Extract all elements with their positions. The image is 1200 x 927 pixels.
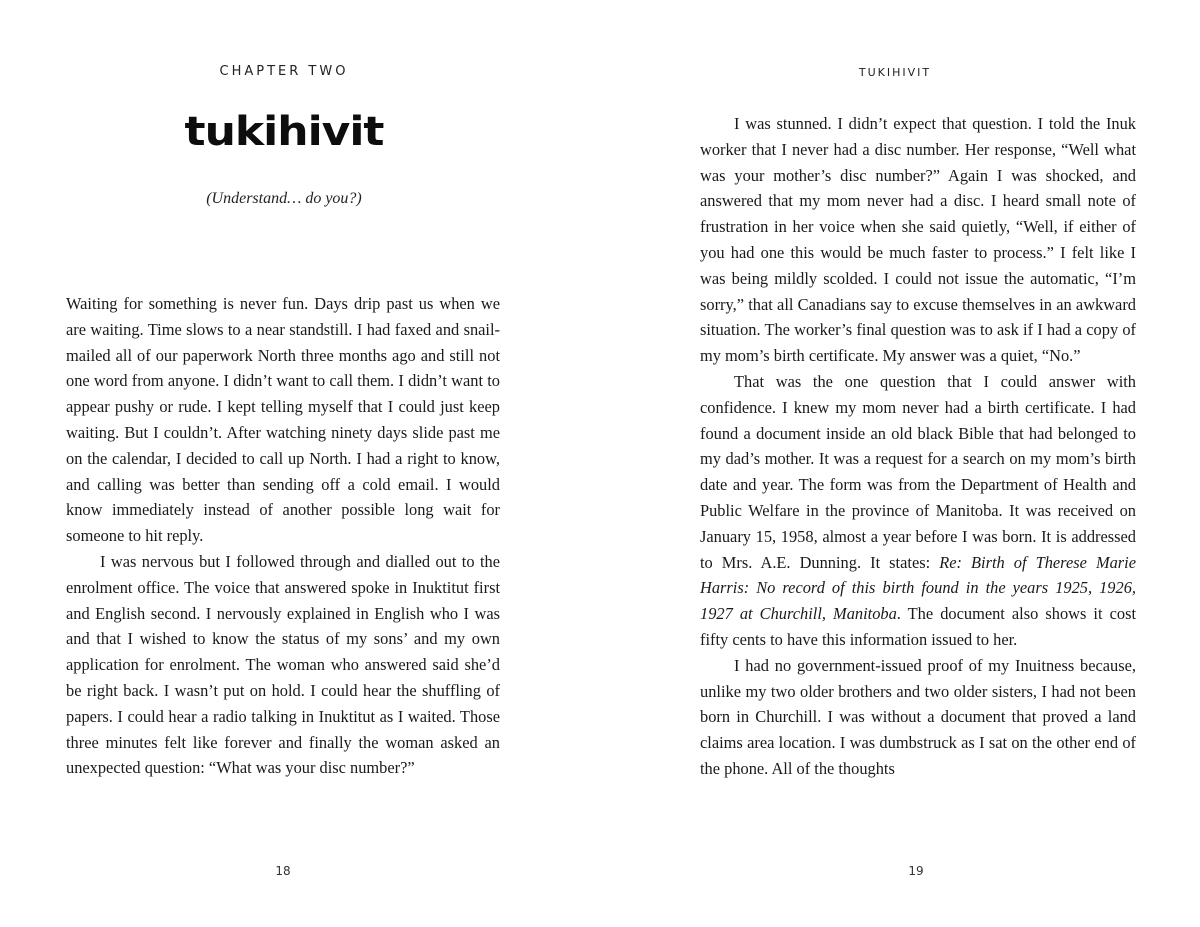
quoted-record: Re: Birth of Therese Marie Harris: No record of this birth found in the years 1925, 1926, 1927 at Churchill, Manitoba xyxy=(700,552,1136,624)
right-page-body xyxy=(700,111,1136,782)
left-page-body xyxy=(66,291,500,781)
paragraph: I was nervous but I followed through and dialled out to the enrolment office. The voice that answered spoke in Inuktitut first and English second. I nervously explained in English who I was and that I wished to know the status of my sons’ and my own application for enrolment. The woman who answered said she’d be right back. I wasn’t put on hold. I could hear the shuffling of papers. I could hear a radio talking in Inuktitut as I waited. Those three minutes felt like forever and finally the woman asked an unexpected question: “What was your disc number?” xyxy=(66,551,500,778)
left-page xyxy=(0,0,590,927)
running-head: TUKIHIVIT xyxy=(858,66,932,79)
paragraph: Waiting for something is never fun. Days drip past us when we are waiting. Time slows to a near standstill. I had faxed and snail-mailed all of our paperwork North three months ago and still not one word from anyone. I didn’t want to call them. I didn’t want to appear pushy or rude. I kept telling myself that I could just keep waiting. But I couldn’t. After watching ninety days slide past me on the calendar, I decided to call up North. I had a right to know, and calling was better than sending off a cold email. I would know immediately instead of another possible long wait for someone to hit reply. xyxy=(66,294,500,546)
paragraph-text: . The document also shows it cost fifty cents to have this information issued to her. xyxy=(700,604,1137,649)
paragraph: I had no government-issued proof of my Inuitness because, unlike my two older brothers and two older sisters, I had not been born in Churchill. I was without a document that proved a land claims area location. I was dumbstruck as I sat on the other end of the phone. All of the thoughts xyxy=(700,655,1136,778)
chapter-subtitle: (Understand… do you?) xyxy=(206,190,362,207)
paragraph-text: That was the one question that I could answer with confidence. I knew my mom never had a birth certificate. I had found a document inside an old black Bible that had belonged to my dad’s mother. It was a request for a search on my mom’s birth date and year. The form was from the Department of Health and Public Welfare in the province of Manitoba. It was received on January 15, 1958, almost a year before I was born. It is addressed to Mrs. A.E. Dunning. It states: xyxy=(700,371,1136,572)
page-number-left: 18 xyxy=(275,864,291,878)
right-page xyxy=(590,0,1200,927)
chapter-label: CHAPTER TWO xyxy=(219,64,349,79)
paragraph xyxy=(700,369,1136,653)
page-number-right: 19 xyxy=(908,864,924,878)
chapter-title: tukihivit xyxy=(184,108,384,155)
paragraph: I was stunned. I didn’t expect that question. I told the Inuk worker that I never had a disc number. Her response, “Well what was your mother’s disc number?” Again I was shocked, and answered that my mom never had a disc. I heard small note of frustration in her voice when she said quietly, “Well, if either of you had one this would be much faster to process.” I felt like I was being mildly scolded. I could not issue the automatic, “I’m sorry,” that all Canadians say to excuse themselves in an awkward situation. The worker’s final question was to ask if I had a copy of my mom’s birth certificate. My answer was a quiet, “No.” xyxy=(700,114,1136,366)
